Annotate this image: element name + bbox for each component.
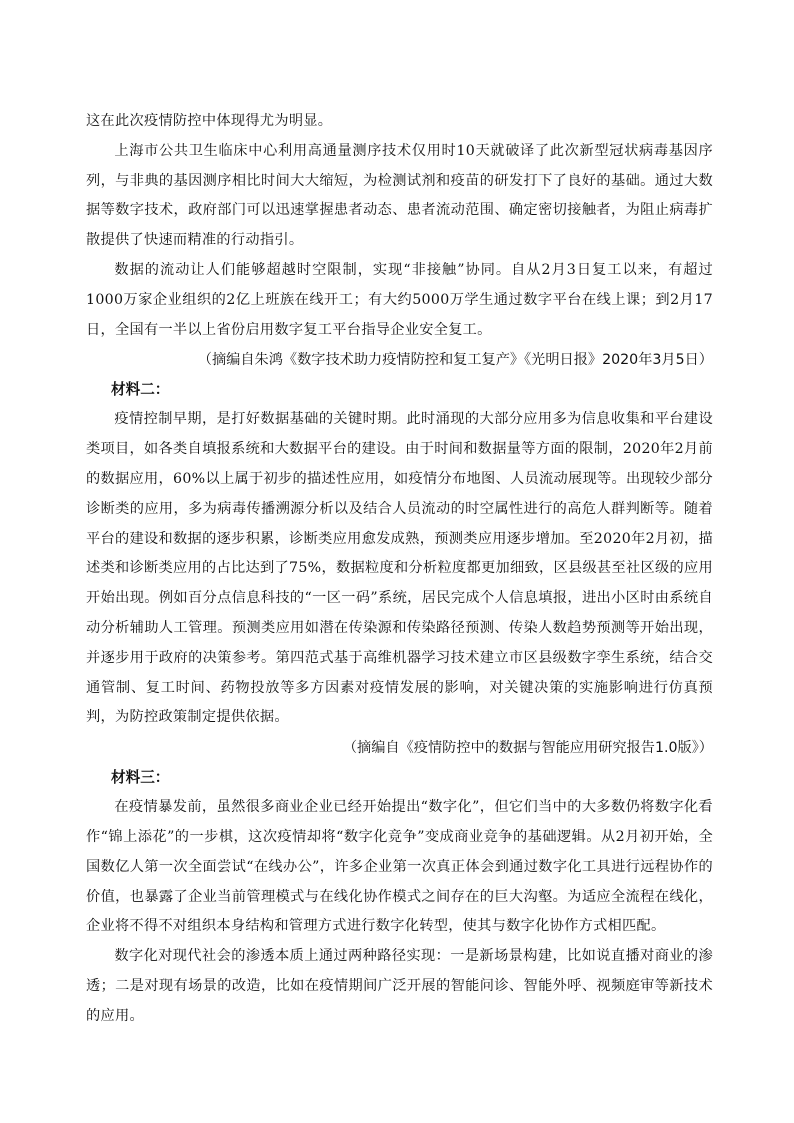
- source-citation-1: （摘编自朱鸿《数字技术助力疫情防控和复工复产》《光明日报》2020年3月5日）: [197, 352, 713, 369]
- paragraph-m3-1: 在疫情暴发前，虽然很多商业企业已经开始提出“数字化”，但它们当中的大多数仍将数字化看作“锦上添花”的一步棋，这次疫情却将“数字化竞争”变成商业竞争的基础逻辑。从2月初开始，全国数亿人第一次全面尝试“在线办公”，许多企业第一次真正体会到通过数字化工具进行远程协作的价值，也暴露了企业当前管理模式与在线化协作模式之间存在的巨大沟壑。为适应全流程在线化，企业将不得不对组织本身结构和管理方式进行数字化转型，使其与数字化协作方式相匹配。: [86, 799, 713, 935]
- material-2-heading: 材料二：: [111, 381, 170, 399]
- paragraph-m2: 疫情控制早期，是打好数据基础的关键时期。此时涌现的大部分应用多为信息收集和平台建设类项目，如各类自填报系统和大数据平台的建设。由于时间和数据量等方面的限制，2020年2月前的数据应用，60%以上属于初步的描述性应用，如疫情分布地图、人员流动展现等。出现较少部分诊断类的应用，多为病毒传播溯源分析以及结合人员流动的时空属性进行的高危人群判断等。随着平台的建设和数据的逐步积累，诊断类应用愈发成熟，预测类应用逐步增加。至2020年2月初，描述类和诊断类应用的占比达到了75%，数据粒度和分析粒度都更加细致，区县级甚至社区级的应用开始出现。例如百分点信息科技的“一区一码”系统，居民完成个人信息填报，进出小区时由系统自动分析辅助人工管理。预测类应用如潜在传染源和传染路径预测、传染人数趋势预测等开始出现，并逐步用于政府的决策参考。第四范式基于高维机器学习技术建立市区县级数字孪生系统，结合交通管制、复工时间、药物投放等多方因素对疫情发展的影响，对关键决策的实施影响进行仿真预判，为防控政策制定提供依据。: [86, 411, 713, 726]
- material-3-heading: 材料三：: [111, 769, 170, 787]
- paragraph-m1-2: 上海市公共卫生临床中心利用高通量测序技术仅用时10天就破译了此次新型冠状病毒基因序列，与非典的基因测序相比时间大大缩短，为检测试剂和疫苗的研发打下了良好的基础。通过大数据等数字技术，政府部门可以迅速掌握患者动态、患者流动范围、确定密切接触者，为阻止病毒扩散提供了快速而精准的行动指引。: [86, 142, 713, 249]
- source-citation-2: （摘编自《疫情防控中的数据与智能应用研究报告1.0版》）: [342, 740, 713, 757]
- paragraph-m1-3: 数据的流动让人们能够超越时空限制，实现“非接触”协同。自从2月3日复工以来，有超过1000万家企业组织的2亿上班族在线开工；有大约5000万学生通过数字平台在线上课；到2月17日，全国有一半以上省份启用数字复工平台指导企业安全复工。: [86, 261, 713, 338]
- paragraph-m1-1: 这在此次疫情防控中体现得尤为明显。: [86, 113, 333, 129]
- document-page: [86, 107, 713, 1032]
- paragraph-m3-2: 数字化对现代社会的渗透本质上通过两种路径实现：一是新场景构建，比如说直播对商业的渗透；二是对现有场景的改造，比如在疫情期间广泛开展的智能问诊、智能外呼、视频庭审等新技术的应用。: [86, 948, 713, 1024]
